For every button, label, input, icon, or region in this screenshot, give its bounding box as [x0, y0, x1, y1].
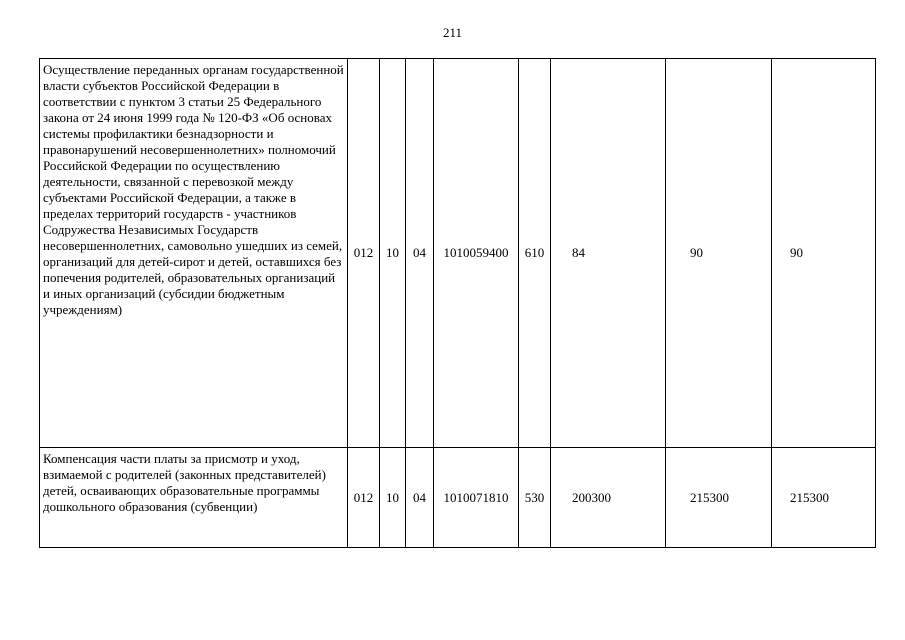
page-number: 211	[442, 25, 463, 40]
amount-year-3	[772, 448, 876, 548]
section-code: 10	[380, 59, 406, 448]
section-code: 10	[380, 448, 406, 548]
amount-year-3-value: 90	[790, 245, 803, 260]
budget-table	[39, 58, 876, 548]
amount-year-2-value: 215300	[690, 489, 729, 505]
amount-year-3	[772, 59, 876, 448]
amount-year-2	[666, 448, 772, 548]
table-row	[40, 448, 876, 548]
amount-year-1-value: 200300	[572, 489, 611, 505]
ministry-code: 012	[348, 59, 380, 448]
subsection-code: 04	[406, 59, 434, 448]
table-row	[40, 59, 876, 448]
ministry-code: 012	[348, 448, 380, 548]
amount-year-1	[551, 448, 666, 548]
expense-type-code: 530	[519, 448, 551, 548]
target-article-code: 1010071810	[434, 448, 519, 548]
amount-year-1	[551, 59, 666, 448]
subsection-code: 04	[406, 448, 434, 548]
amount-year-2-value: 90	[690, 245, 703, 260]
expense-type-code: 610	[519, 59, 551, 448]
row-description: Осуществление переданных органам государственной власти субъектов Российской Федерации в соответствии с пунктом 3 статьи 25 Федерального закона от 24 июня 1999 года № 120-ФЗ «Об основах системы профилактики безнадзорности и правонарушений несовершеннолетних» полномочий Российской Федерации по осуществлению деятельности, связанной с перевозкой между субъектами Российской Федерации, а также в пределах территорий государств - участников Содружества Независимых Государств несовершеннолетних, самовольно ушедших из семей, организаций для детей-сирот и детей, оставшихся без попечения родителей, образовательных организаций и иных организаций (субсидии бюджетным учреждениям)	[40, 59, 348, 448]
row-description: Компенсация части платы за присмотр и уход, взимаемой с родителей (законных представителей) детей, осваивающих образовательные программы дошкольного образования (субвенции)	[40, 448, 348, 548]
amount-year-2	[666, 59, 772, 448]
amount-year-3-value: 215300	[790, 489, 829, 505]
amount-year-1-value: 84	[572, 245, 585, 260]
target-article-code: 1010059400	[434, 59, 519, 448]
